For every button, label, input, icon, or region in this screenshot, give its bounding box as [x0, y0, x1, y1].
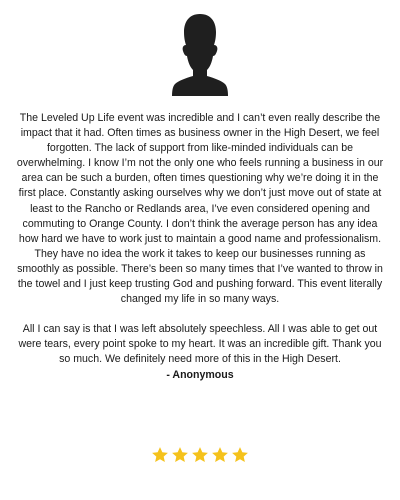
- testimonial-author: - Anonymous: [166, 368, 234, 381]
- star-icon: [171, 446, 189, 464]
- person-silhouette-icon: [172, 12, 228, 96]
- star-icon: [231, 446, 249, 464]
- testimonial-text: [16, 111, 384, 383]
- testimonial-paragraph-2-text: All I can say is that I was left absolutely speechless. All I was able to get out were tears, every point spoke to my heart. It was an incredible gift. Thank you so much. We definitely need more of this in the High Desert.: [18, 323, 382, 366]
- star-icon: [211, 446, 229, 464]
- star-icon: [151, 446, 169, 464]
- testimonial-paragraph-1: The Leveled Up Life event was incredible and I can’t even really describe the impact that it had. Often times as business owner in the High Desert, we feel forgotten. The lack of support from like-minded individuals can be overwhelming. I know I’m not the only one who feels running a business in our area can be such a burden, often times questioning why we’re doing it in the first place. Constantly asking ourselves why we don’t just move out of state at least to the Rancho or Redlands area, I’ve even considered opening and commuting to Orange County. I don’t think the average person has any idea how hard we have to work just to maintain a good name and professionalism. They have no idea the work it takes to keep our businesses running as smoothly as possible. There’s been so many times that I’ve wanted to throw in the towel and I just keep trusting God and pushing forward. This event literally changed my life in so many ways.: [16, 112, 384, 306]
- star-rating: [0, 446, 400, 464]
- star-icon: [191, 446, 209, 464]
- testimonial-paragraph-2: [16, 322, 384, 382]
